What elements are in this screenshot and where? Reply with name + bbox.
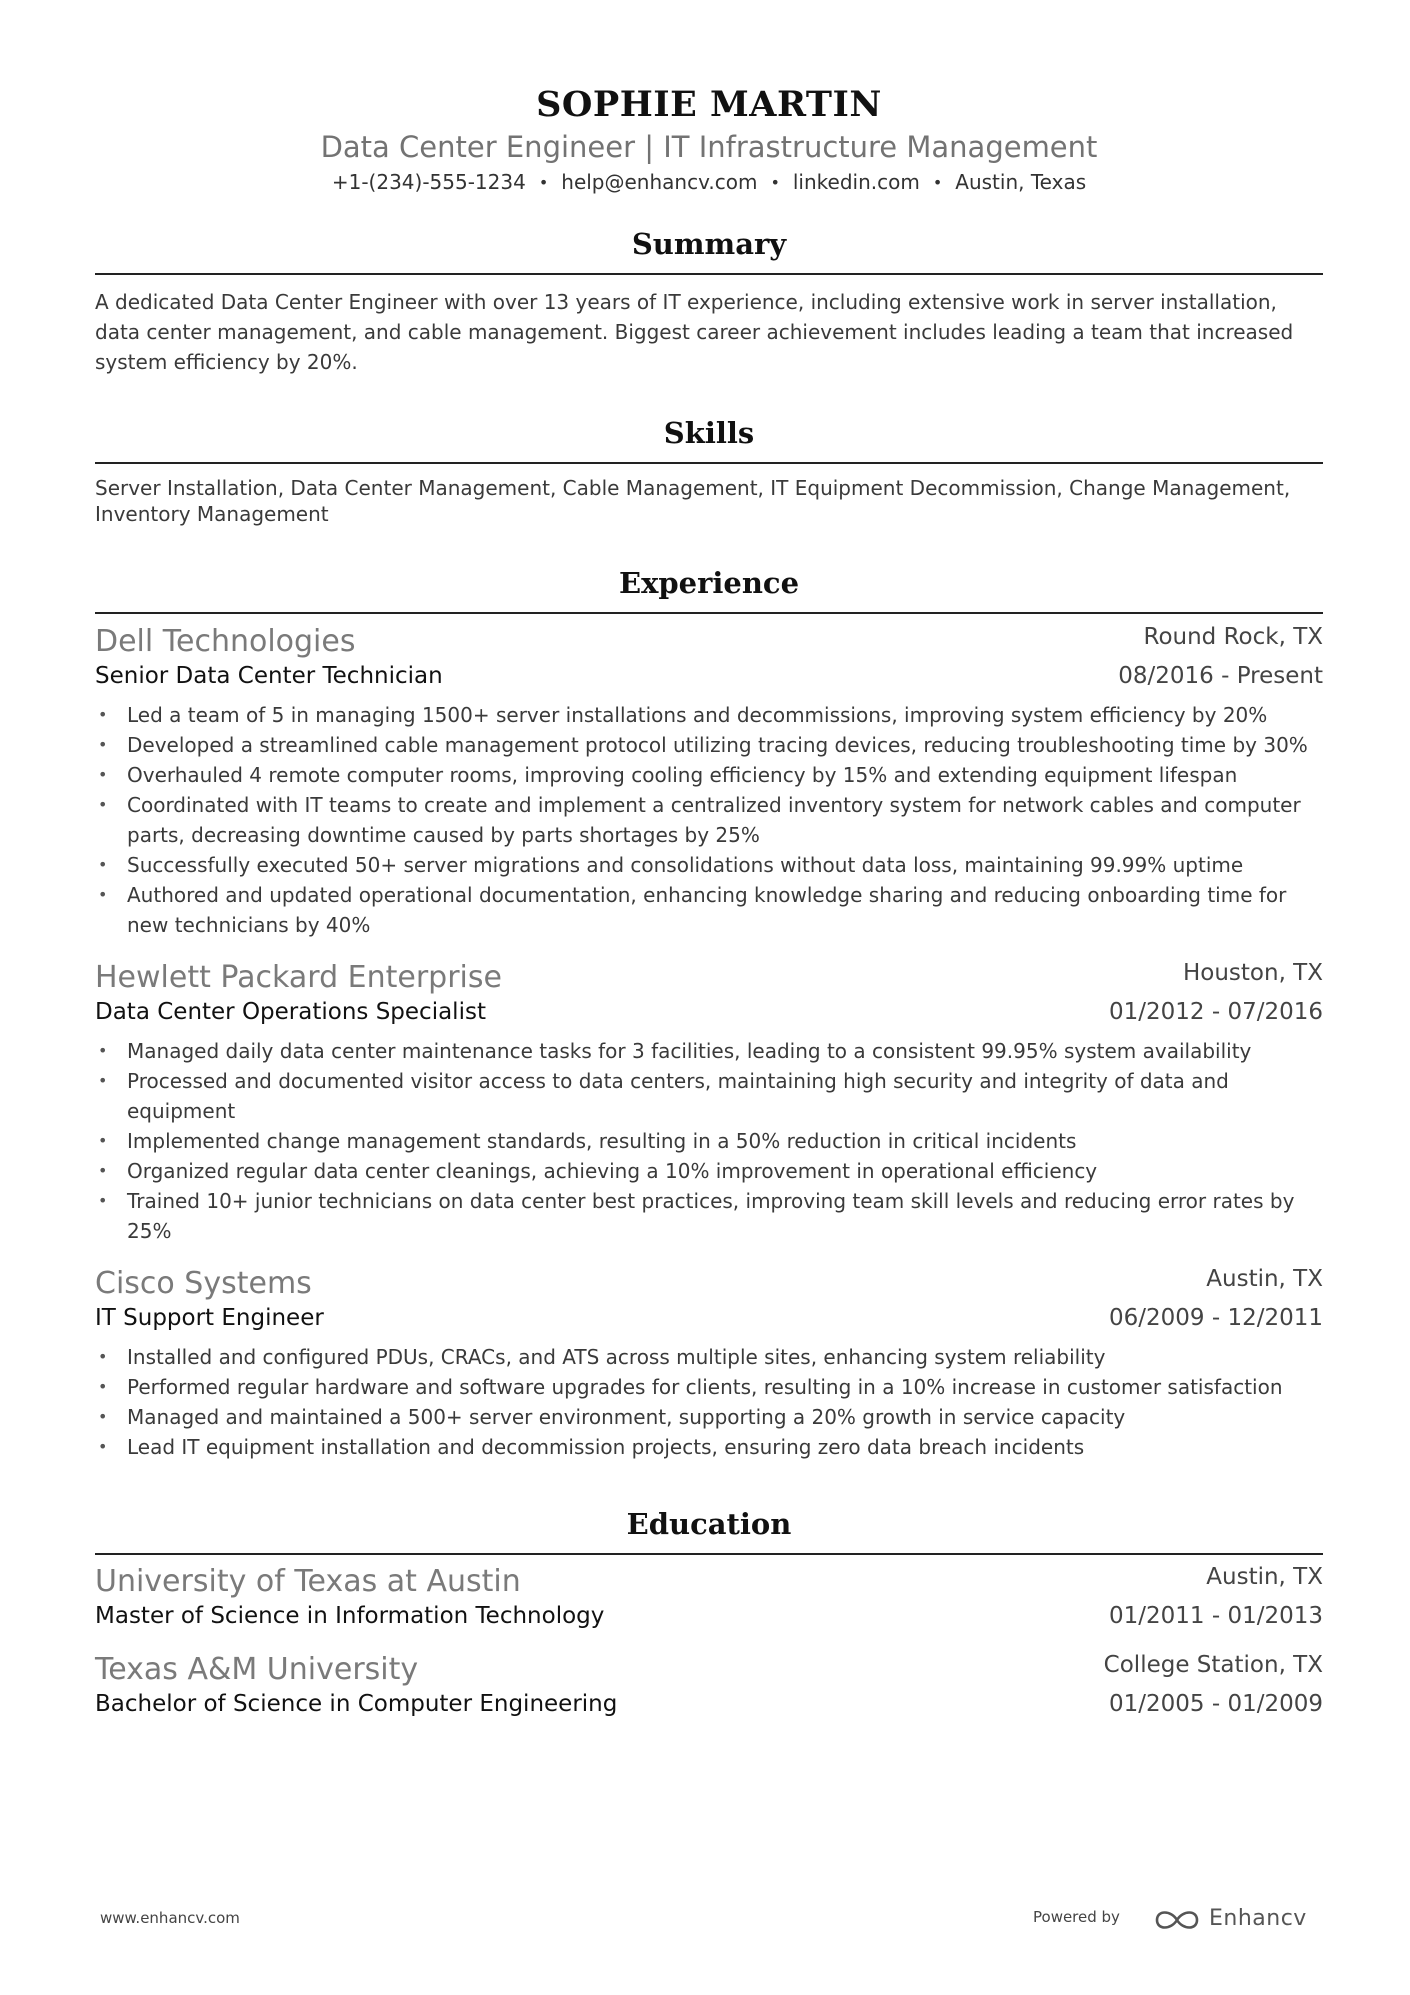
list-item: • Organized regular data center cleanings, achieving a 10% improvement in operational efficiency [95,1156,1323,1186]
job-dates: 01/2012 - 07/2016 [1108,999,1323,1025]
bullet-icon: • [98,705,108,724]
separator-dot: • [770,173,780,192]
company-name: Cisco Systems [95,1266,312,1301]
enhancv-logo[interactable] [1153,1904,1313,1936]
separator-dot: • [538,173,549,192]
job-header [95,624,1323,660]
location: Austin, Texas [955,170,1087,194]
footer-website-link[interactable]: www.enhancv.com [100,1909,240,1927]
job-location: Austin, TX [1206,1266,1323,1292]
company-name: Dell Technologies [95,624,356,659]
bullet-icon: • [98,1041,108,1060]
school-location: College Station, TX [1103,1652,1323,1678]
school-name: Texas A&M University [95,1652,419,1687]
job-bullets [95,1342,1323,1462]
list-item: • Lead IT equipment installation and decommission projects, ensuring zero data breach incidents [95,1432,1323,1462]
degree-title: Bachelor of Science in Computer Engineering [95,1691,618,1717]
school-header [95,1652,1323,1688]
job-header [95,1266,1323,1302]
education-heading: Education [626,1507,792,1541]
job-role-row [95,1305,1323,1335]
summary-text: A dedicated Data Center Engineer with over 13 years of IT experience, including extensive work in server installation, data center management, and cable management. Biggest career achievement includes leading a team that increased system efficiency by 20%. [95,290,1294,374]
list-item: • Performed regular hardware and software upgrades for clients, resulting in a 10% increase in customer satisfaction [95,1372,1323,1402]
company-name: Hewlett Packard Enterprise [95,960,502,995]
bullet-icon: • [98,765,108,784]
school-name: University of Texas at Austin [95,1564,521,1599]
list-item: • Coordinated with IT teams to create and implement a centralized inventory system for network cables and computer parts, decreasing downtime caused by parts shortages by 25% [95,790,1323,850]
bullet-icon: • [98,735,108,754]
summary-heading: Summary [631,227,787,261]
experience-heading: Experience [618,566,800,600]
list-item: • Processed and documented visitor access to data centers, maintaining high security and integrity of data and equipment [95,1066,1323,1126]
enhancv-logo-icon [1153,1904,1203,1936]
bullet-icon: • [98,795,108,814]
job-location: Round Rock, TX [1143,624,1323,650]
education-divider [95,1553,1323,1555]
candidate-headline: Data Center Engineer | IT Infrastructure Management [320,130,1098,164]
bullet-icon: • [98,1377,108,1396]
job-role-row [95,999,1323,1029]
degree-row [95,1691,1323,1721]
bullet-icon: • [98,1131,108,1150]
list-item: • Developed a streamlined cable management protocol utilizing tracing devices, reducing troubleshooting time by 30% [95,730,1323,760]
job-title: IT Support Engineer [95,1305,324,1331]
experience-divider [95,612,1323,614]
list-item: • Implemented change management standards, resulting in a 50% reduction in critical incidents [95,1126,1323,1156]
job-location: Houston, TX [1182,960,1323,986]
list-item: • Successfully executed 50+ server migrations and consolidations without data loss, maintaining 99.99% uptime [95,850,1323,880]
list-item: • Installed and configured PDUs, CRACs, and ATS across multiple sites, enhancing system reliability [95,1342,1323,1372]
job-title: Senior Data Center Technician [95,663,443,689]
bullet-icon: • [98,855,108,874]
bullet-icon: • [98,885,108,904]
bullet-icon: • [98,1071,108,1090]
list-item: • Led a team of 5 in managing 1500+ server installations and decommissions, improving system efficiency by 20% [95,700,1323,730]
skills-heading: Skills [663,416,755,450]
list-item: • Trained 10+ junior technicians on data center best practices, improving team skill levels and reducing error rates by 25% [95,1186,1323,1246]
email[interactable]: help@enhancv.com [561,170,758,194]
brand-name: Enhancv [1209,1906,1307,1931]
job-dates: 06/2009 - 12/2011 [1108,1305,1323,1331]
bullet-icon: • [98,1191,108,1210]
job-role-row [95,663,1323,693]
phone: +1-(234)-555-1234 [331,170,526,194]
degree-row [95,1603,1323,1633]
school-header [95,1564,1323,1600]
bullet-icon: • [98,1407,108,1426]
contact-line [95,170,1323,194]
skills-text: Server Installation, Data Center Management, Cable Management, IT Equipment Decommission, Change Management, Inventory Management [95,476,1291,526]
school-location: Austin, TX [1206,1564,1323,1590]
degree-title: Master of Science in Information Technology [95,1603,605,1629]
powered-by-label: Powered by [1033,1908,1120,1926]
job-bullets [95,1036,1323,1246]
list-item: • Overhauled 4 remote computer rooms, improving cooling efficiency by 15% and extending equipment lifespan [95,760,1323,790]
candidate-name: SOPHIE MARTIN [536,84,882,125]
list-item: • Authored and updated operational documentation, enhancing knowledge sharing and reducing onboarding time for new technicians by 40% [95,880,1323,940]
bullet-icon: • [98,1437,108,1456]
bullet-icon: • [98,1161,108,1180]
list-item: • Managed and maintained a 500+ server environment, supporting a 20% growth in service capacity [95,1402,1323,1432]
job-dates: 08/2016 - Present [1118,663,1323,689]
skills-divider [95,462,1323,464]
bullet-icon: • [98,1347,108,1366]
list-item: • Managed daily data center maintenance tasks for 3 facilities, leading to a consistent 99.95% system availability [95,1036,1323,1066]
job-title: Data Center Operations Specialist [95,999,486,1025]
job-bullets [95,700,1323,940]
website-link[interactable]: linkedin.com [792,170,920,194]
footer-branding [1033,1900,1313,1940]
degree-dates: 01/2005 - 01/2009 [1108,1691,1323,1717]
degree-dates: 01/2011 - 01/2013 [1108,1603,1323,1629]
job-header [95,960,1323,996]
separator-dot: • [932,173,943,192]
summary-divider [95,273,1323,275]
